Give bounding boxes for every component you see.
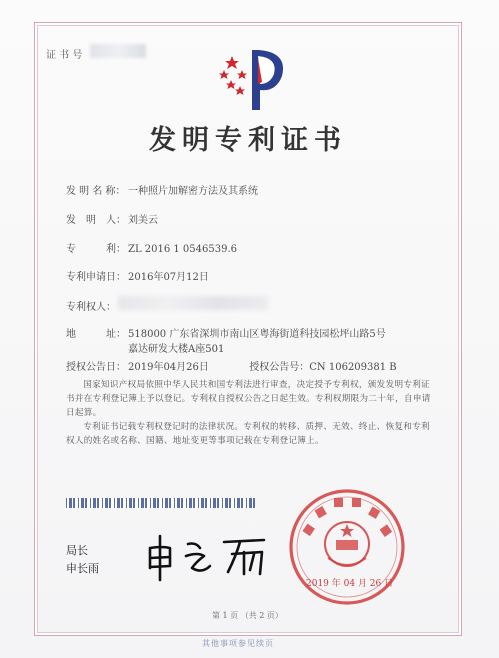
barcode-bar xyxy=(228,498,229,508)
handwritten-signature-icon xyxy=(140,528,280,584)
barcode-bar xyxy=(141,498,144,508)
barcode-bar xyxy=(102,498,103,508)
official-seal-icon xyxy=(286,486,408,608)
barcode-bar xyxy=(195,498,198,508)
field-address xyxy=(66,325,386,340)
barcode-bar xyxy=(90,498,91,508)
barcode-bar xyxy=(201,498,204,508)
field-value: 2016年07月12日 xyxy=(128,272,209,283)
field-inventor xyxy=(66,211,158,226)
field-label: 专利申请日： xyxy=(66,272,126,283)
barcode-bar xyxy=(193,498,195,508)
pub-label: 授权公告号： xyxy=(249,362,310,373)
barcode-bar xyxy=(186,498,187,508)
barcode-bar xyxy=(192,498,193,508)
barcode-bar xyxy=(246,498,247,508)
barcode-bar xyxy=(132,498,133,508)
barcode-bar xyxy=(66,498,67,508)
barcode-bar xyxy=(235,498,237,508)
field-label: 授权公告日： xyxy=(66,362,126,373)
barcode-bar xyxy=(87,498,90,508)
footer-note: 其他事项参见续页 xyxy=(202,639,274,648)
field-value: 刘美云 xyxy=(128,215,158,226)
barcode-bar xyxy=(69,498,72,508)
barcode-bar xyxy=(93,498,96,508)
barcode-bar xyxy=(168,498,169,508)
barcode-bar xyxy=(117,498,120,508)
barcode-bar xyxy=(133,498,135,508)
barcode-bar xyxy=(81,498,84,508)
barcode-bar xyxy=(103,498,105,508)
barcode-bar xyxy=(211,498,213,508)
barcode-bar xyxy=(75,498,78,508)
barcode-bar xyxy=(156,498,157,508)
barcode-bar xyxy=(67,498,69,508)
barcode-bar xyxy=(99,498,102,508)
barcode-bar xyxy=(135,498,138,508)
barcode-bar xyxy=(210,498,211,508)
field-grant xyxy=(66,358,397,373)
page-number: 第 1 页 （共 2 页） xyxy=(212,611,283,620)
barcode-bar xyxy=(216,498,217,508)
barcode-bar xyxy=(138,498,139,508)
barcode-bar xyxy=(249,498,252,508)
barcode-bar xyxy=(73,498,75,508)
seal-date: 2019 年 04 月 26 日 xyxy=(306,579,394,589)
barcode-bar xyxy=(127,498,129,508)
barcode-bar xyxy=(243,498,246,508)
barcode-bar xyxy=(151,498,153,508)
barcode-bar xyxy=(139,498,141,508)
field-label: 专 利： xyxy=(66,244,126,255)
field-label: 发 明 名 称： xyxy=(66,186,126,197)
barcode-bar xyxy=(79,498,81,508)
barcode-bar xyxy=(91,498,93,508)
barcode-bar xyxy=(123,498,126,508)
address-line-2: 嘉达研发大楼A座501 xyxy=(128,344,225,355)
cert-number-label: 证 书 号 xyxy=(46,50,83,61)
barcode-bar xyxy=(253,498,255,508)
barcode-bar xyxy=(222,498,223,508)
barcode-bar xyxy=(205,498,207,508)
barcode-bar xyxy=(153,498,156,508)
barcode-bar xyxy=(97,498,99,508)
barcode-bar xyxy=(108,498,109,508)
field-invention-name xyxy=(66,182,258,197)
barcode-bar xyxy=(240,498,241,508)
patent-office-emblem-icon xyxy=(218,46,294,112)
barcode-bar xyxy=(225,498,228,508)
barcode-bar xyxy=(169,498,171,508)
barcode-bar xyxy=(114,498,115,508)
barcode-bar xyxy=(237,498,240,508)
body-paragraph: 专利证书记载专利权登记时的法律状况。专利权的转移、质押、无效、终止、恢复和专利权人的姓名或名称、国籍、地址变更等事项记载在专利登记簿上。 xyxy=(66,422,431,446)
signatory-name: 申长雨 xyxy=(66,562,99,575)
field-label: 专利权人： xyxy=(66,302,116,313)
barcode-bar xyxy=(174,498,175,508)
barcode-bar xyxy=(219,498,222,508)
barcode-bar xyxy=(231,498,234,508)
barcode-bar xyxy=(129,498,132,508)
field-value: 一种照片加解密方法及其系统 xyxy=(128,186,258,197)
barcode-bar xyxy=(85,498,87,508)
barcode-bar xyxy=(84,498,85,508)
barcode-bar xyxy=(171,498,174,508)
field-patent-number xyxy=(66,240,237,255)
barcode-bar xyxy=(115,498,117,508)
barcode-bar xyxy=(199,498,201,508)
barcode-bar xyxy=(165,498,168,508)
barcode-bar xyxy=(223,498,225,508)
barcode-bar xyxy=(207,498,210,508)
barcode-bar xyxy=(96,498,97,508)
barcode-bar xyxy=(234,498,235,508)
barcode-icon xyxy=(66,498,256,508)
barcode-bar xyxy=(187,498,189,508)
barcode-bar xyxy=(157,498,159,508)
barcode-bar xyxy=(177,498,180,508)
field-value: ZL 2016 1 0546539.6 xyxy=(128,244,238,255)
barcode-bar xyxy=(229,498,231,508)
patentee-redacted xyxy=(118,296,268,310)
barcode-bar xyxy=(105,498,108,508)
barcode-bar xyxy=(150,498,151,508)
barcode-bar xyxy=(72,498,73,508)
barcode-bar xyxy=(109,498,111,508)
cert-number-redacted xyxy=(90,44,146,58)
barcode-bar xyxy=(111,498,114,508)
barcode-bar xyxy=(175,498,177,508)
field-value: 518000 广东省深圳市南山区粤海街道科技园松坪山路5号 xyxy=(128,329,386,340)
barcode-bar xyxy=(183,498,186,508)
signatory-title: 局长 xyxy=(66,544,88,557)
barcode-bar xyxy=(241,498,243,508)
field-label: 地 址： xyxy=(66,329,126,340)
barcode-bar xyxy=(198,498,199,508)
barcode-bar xyxy=(162,498,163,508)
grant-date: 2019年04月26日 xyxy=(128,362,209,373)
barcode-bar xyxy=(145,498,147,508)
barcode-bar xyxy=(121,498,123,508)
barcode-bar xyxy=(144,498,145,508)
barcode-bar xyxy=(78,498,79,508)
barcode-bar xyxy=(180,498,181,508)
body-paragraph: 国家知识产权局依照中华人民共和国专利法进行审查，决定授予专利权，颁发发明专利证书并在专利登记簿上予以登记。专利权自授权公告之日起生效。专利权期限为二十年，自申请日起算。 xyxy=(66,380,431,418)
barcode-bar xyxy=(252,498,253,508)
barcode-bar xyxy=(181,498,183,508)
barcode-bar xyxy=(213,498,216,508)
field-label: 发 明 人： xyxy=(66,215,126,226)
barcode-bar xyxy=(126,498,127,508)
barcode-bar xyxy=(159,498,162,508)
barcode-bar xyxy=(163,498,165,508)
barcode-bar xyxy=(147,498,150,508)
barcode-bar xyxy=(247,498,249,508)
barcode-bar xyxy=(217,498,219,508)
barcode-bar xyxy=(189,498,192,508)
barcode-bar xyxy=(120,498,121,508)
pub-number: CN 106209381 B xyxy=(309,362,397,373)
certificate-title: 发明专利证书 xyxy=(149,125,347,156)
field-application-date xyxy=(66,268,209,283)
barcode-bar xyxy=(204,498,205,508)
